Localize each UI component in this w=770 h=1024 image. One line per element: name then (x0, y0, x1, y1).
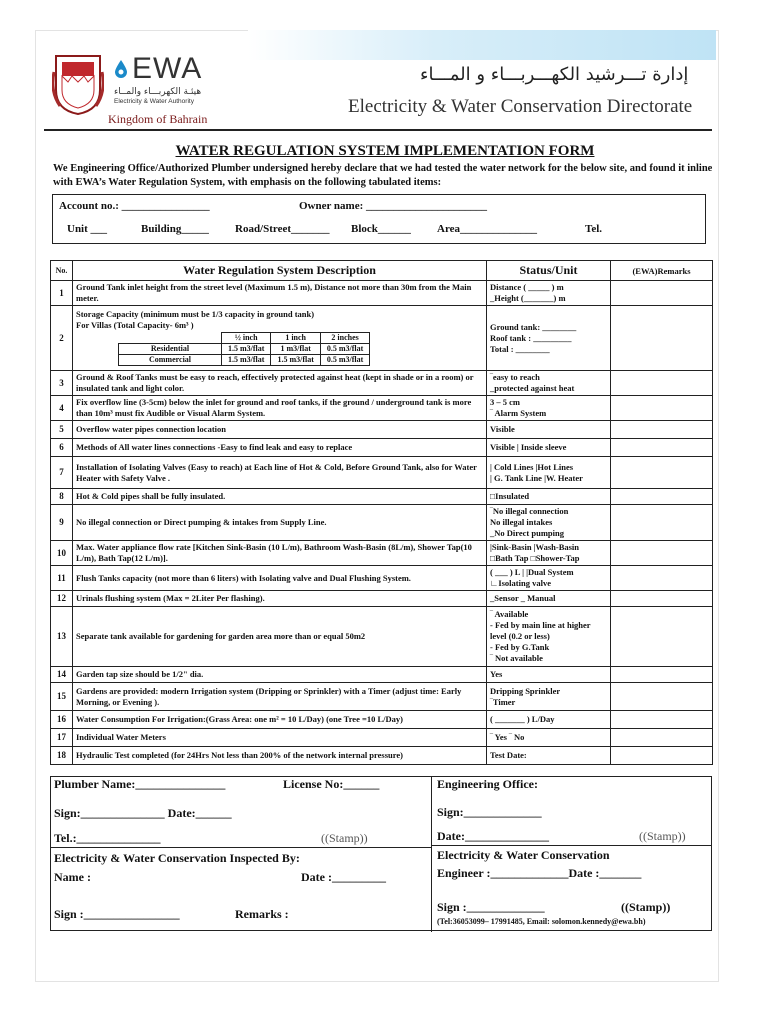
header-divider (44, 129, 712, 131)
row-description: Hot & Cold pipes shall be fully insulated. (73, 489, 487, 505)
table-row (51, 729, 713, 747)
row-number: 15 (51, 683, 73, 711)
signature-hdivider-left (51, 847, 431, 848)
row-remarks[interactable] (611, 505, 713, 541)
bahrain-seal-icon (52, 52, 104, 116)
license-field[interactable]: License No:______ (283, 777, 380, 791)
row-remarks[interactable] (611, 711, 713, 729)
row-description: Ground Tank inlet height from the street level (Maximum 1.5 m), Distance not more than 30m from the Main meter. (73, 281, 487, 306)
office-date-field[interactable]: Date:______________ (437, 829, 549, 843)
plumber-name-field[interactable]: Plumber Name:_______________ (54, 777, 226, 791)
row-remarks[interactable] (611, 591, 713, 607)
capacity-cell: 1 inch (271, 333, 320, 344)
table-row (51, 566, 713, 591)
engineer-sign-field[interactable]: Sign :_____________ (437, 900, 545, 914)
table-row (51, 711, 713, 729)
table-row (51, 667, 713, 683)
col-no-header: No. (51, 261, 73, 281)
row-status[interactable]: | Cold Lines |Hot Lines | G. Tank Line |W. Heater (487, 457, 611, 489)
capacity-table (118, 332, 370, 366)
office-stamp: ((Stamp)) (639, 829, 686, 843)
conservation-label: Electricity & Water Conservation (437, 848, 610, 862)
inspector-date-field[interactable]: Date :_________ (301, 870, 386, 884)
row-status[interactable]: |Sink-Basin |Wash-Basin □Bath Tap □Shower-Tap (487, 541, 611, 566)
inspector-name-field[interactable]: Name : (54, 870, 91, 884)
table-row (51, 281, 713, 306)
contact-info: (Tel:36053099– 17991485, Email: solomon.kennedy@ewa.bh) (437, 917, 646, 926)
row-remarks[interactable] (611, 683, 713, 711)
signature-section (50, 776, 712, 931)
row-status[interactable]: 3 – 5 cm ‾ Alarm System (487, 396, 611, 421)
row-remarks[interactable] (611, 541, 713, 566)
row-description: Garden tap size should be 1/2" dia. (73, 667, 487, 683)
row-description: Max. Water appliance flow rate [Kitchen Sink-Basin (10 L/m), Bathroom Wash-Basin (8L/m), Shower Tap(10 L/m), Bath Tap(12 L/m)]. (73, 541, 487, 566)
row-status[interactable]: Yes (487, 667, 611, 683)
row-number: 12 (51, 591, 73, 607)
row-description: Fix overflow line (3-5cm) below the inlet for ground and roof tanks, if the ground / underground tank is more than 10m³ must fix Audible or Visual Alarm System. (73, 396, 487, 421)
row-remarks[interactable] (611, 306, 713, 371)
row-remarks[interactable] (611, 371, 713, 396)
kingdom-label: Kingdom of Bahrain (108, 112, 208, 126)
owner-field[interactable]: Owner name: ______________________ (299, 200, 488, 212)
row-status[interactable]: ‾easy to reach _protected against heat (487, 371, 611, 396)
signature-hdivider-right (431, 845, 712, 846)
row-description: Flush Tanks capacity (not more than 6 liters) with Isolating valve and Dual Flushing System. (73, 566, 487, 591)
capacity-cell: 0.5 m3/flat (320, 344, 369, 355)
row-description: Installation of Isolating Valves (Easy to reach) at Each line of Hot & Cold, Before Ground Tank, also for Water Heater with Safety Valve . (73, 457, 487, 489)
row-description (73, 306, 487, 371)
row-description: Separate tank available for gardening for garden area more than or equal 50m2 (73, 607, 487, 667)
capacity-row (119, 355, 370, 366)
declaration-text: We Engineering Office/Authorized Plumber undersigned hereby declare that we had tested the water network for the below site, and found it inline with EWA’s Water Regulation System, with emphasis on the following tabulated items: (53, 163, 713, 188)
row-description: Urinals flushing system (Max = 2Liter Per flashing). (73, 591, 487, 607)
row-remarks[interactable] (611, 421, 713, 439)
table-row (51, 396, 713, 421)
row-number: 17 (51, 729, 73, 747)
capacity-cell (119, 333, 222, 344)
row-remarks[interactable] (611, 667, 713, 683)
row-remarks[interactable] (611, 439, 713, 457)
row-remarks[interactable] (611, 607, 713, 667)
building-field[interactable]: Building_____ (141, 223, 209, 235)
logo-english: Electricity & Water Authority (114, 98, 194, 105)
logo-text: EWA (132, 52, 203, 85)
row-number: 1 (51, 281, 73, 306)
row-status[interactable]: ‾ Yes ‾ No (487, 729, 611, 747)
row-remarks[interactable] (611, 566, 713, 591)
row-status[interactable]: Visible | Inside sleeve (487, 439, 611, 457)
row-status[interactable]: ‾No illegal connection No illegal intakes _No Direct pumping (487, 505, 611, 541)
engineer-stamp: ((Stamp)) (621, 900, 671, 914)
plumber-stamp: ((Stamp)) (321, 831, 368, 845)
directorate-arabic: إدارة تـــرشيد الكهـــربـــاء و المـــاء (420, 64, 689, 85)
row-description: No illegal connection or Direct pumping & intakes from Supply Line. (73, 505, 487, 541)
inspector-sign-field[interactable]: Sign :________________ (54, 907, 180, 921)
row-number: 3 (51, 371, 73, 396)
block-field[interactable]: Block______ (351, 223, 411, 235)
col-remarks-header: (EWA)Remarks (611, 261, 713, 281)
table-row (51, 306, 713, 371)
row-description: Methods of All water lines connections -Easy to find leak and easy to replace (73, 439, 487, 457)
water-drop-icon (114, 59, 128, 79)
row-number: 7 (51, 457, 73, 489)
table-row (51, 607, 713, 667)
row-remarks[interactable] (611, 281, 713, 306)
header-banner (248, 30, 716, 60)
col-desc-header: Water Regulation System Description (73, 261, 487, 281)
row-remarks[interactable] (611, 457, 713, 489)
row-number: 10 (51, 541, 73, 566)
row-description: Hydraulic Test completed (for 24Hrs Not less than 200% of the network internal pressure) (73, 747, 487, 765)
capacity-cell: 0.5 m3/flat (320, 355, 369, 366)
capacity-cell: 1.5 m3/flat (222, 344, 271, 355)
row-status[interactable]: ( _______ ) L/Day (487, 711, 611, 729)
signature-divider (431, 777, 432, 932)
row-status[interactable]: ( ___ ) L | |Dual System ∟Isolating valve (487, 566, 611, 591)
row-description: Water Consumption For Irrigation:(Grass Area: one m² = 10 L/Day) (one Tree =10 L/Day) (73, 711, 487, 729)
row-status[interactable]: Test Date: (487, 747, 611, 765)
table-row (51, 541, 713, 566)
row-status[interactable]: _Sensor _ Manual (487, 591, 611, 607)
row-description: Overflow water pipes connection location (73, 421, 487, 439)
logo-arabic: هيئـة الكهربـــاء والمــاء (114, 87, 202, 97)
capacity-intro: Storage Capacity (minimum must be 1/3 capacity in ground tank) For Villas (Total Capacity- 6m³ ) (76, 309, 315, 330)
row-remarks[interactable] (611, 747, 713, 765)
capacity-cell: Residential (119, 344, 222, 355)
engineer-field[interactable]: Engineer :_____________Date :_______ (437, 866, 642, 880)
table-row (51, 421, 713, 439)
row-number: 2 (51, 306, 73, 371)
table-row (51, 439, 713, 457)
row-description: Individual Water Meters (73, 729, 487, 747)
row-number: 16 (51, 711, 73, 729)
table-row (51, 747, 713, 765)
unit-field[interactable]: Unit ___ (67, 223, 108, 235)
capacity-cell: 1.5 m3/flat (271, 355, 320, 366)
capacity-cell: 2 inches (320, 333, 369, 344)
directorate-english: Electricity & Water Conservation Directorate (348, 96, 693, 117)
row-number: 5 (51, 421, 73, 439)
row-number: 18 (51, 747, 73, 765)
row-number: 6 (51, 439, 73, 457)
row-remarks[interactable] (611, 396, 713, 421)
form-title: WATER REGULATION SYSTEM IMPLEMENTATION FORM (175, 143, 595, 159)
row-number: 8 (51, 489, 73, 505)
table-row (51, 505, 713, 541)
plumber-sign-date-field[interactable]: Sign:______________ Date:______ (54, 806, 232, 820)
row-remarks[interactable] (611, 489, 713, 505)
road-field[interactable]: Road/Street_______ (235, 223, 330, 235)
row-status[interactable]: □Insulated (487, 489, 611, 505)
remarks-field[interactable]: Remarks : (235, 907, 289, 921)
capacity-cell: ½ inch (222, 333, 271, 344)
ewa-logo (114, 52, 244, 105)
table-row (51, 371, 713, 396)
row-status[interactable]: ‾ Available - Fed by main line at higher level (0.2 or less) - Fed by G.Tank ‾ Not available (487, 607, 611, 667)
capacity-row (119, 333, 370, 344)
row-number: 4 (51, 396, 73, 421)
row-status[interactable]: Dripping Sprinkler ‾Timer (487, 683, 611, 711)
row-description: Ground & Roof Tanks must be easy to reach, effectively protected against heat (kept in shade or in a room) or insulated tank and light color. (73, 371, 487, 396)
capacity-cell: 1.5 m3/flat (222, 355, 271, 366)
col-status-header: Status/Unit (487, 261, 611, 281)
row-number: 14 (51, 667, 73, 683)
table-row (51, 683, 713, 711)
row-number: 13 (51, 607, 73, 667)
capacity-cell: Commercial (119, 355, 222, 366)
engineering-office-label: Engineering Office: (437, 777, 538, 791)
row-description: Gardens are provided: modern Irrigation system (Dripping or Sprinkler) with a Timer (adjust time: Early Morning, or Evening ). (73, 683, 487, 711)
regulation-table (50, 260, 713, 765)
table-row (51, 591, 713, 607)
row-remarks[interactable] (611, 729, 713, 747)
table-row (51, 489, 713, 505)
table-row (51, 457, 713, 489)
table-header-row (51, 261, 713, 281)
site-info-box (52, 194, 706, 244)
capacity-cell: 1 m3/flat (271, 344, 320, 355)
office-sign-field[interactable]: Sign:_____________ (437, 805, 542, 819)
account-field[interactable]: Account no.: ________________ (59, 200, 210, 212)
row-number: 9 (51, 505, 73, 541)
row-status[interactable]: Ground tank: ________ Roof tank : _________ Total : ________ (487, 306, 611, 371)
row-status[interactable]: Visible (487, 421, 611, 439)
inspected-by-label: Electricity & Water Conservation Inspected By: (54, 851, 300, 865)
plumber-tel-field[interactable]: Tel.:______________ (54, 831, 161, 845)
row-number: 11 (51, 566, 73, 591)
capacity-row (119, 344, 370, 355)
area-field[interactable]: Area______________ (437, 223, 538, 235)
tel-field[interactable]: Tel. (585, 223, 603, 235)
row-status[interactable]: Distance ( _____ ) m _Height (_______) m (487, 281, 611, 306)
